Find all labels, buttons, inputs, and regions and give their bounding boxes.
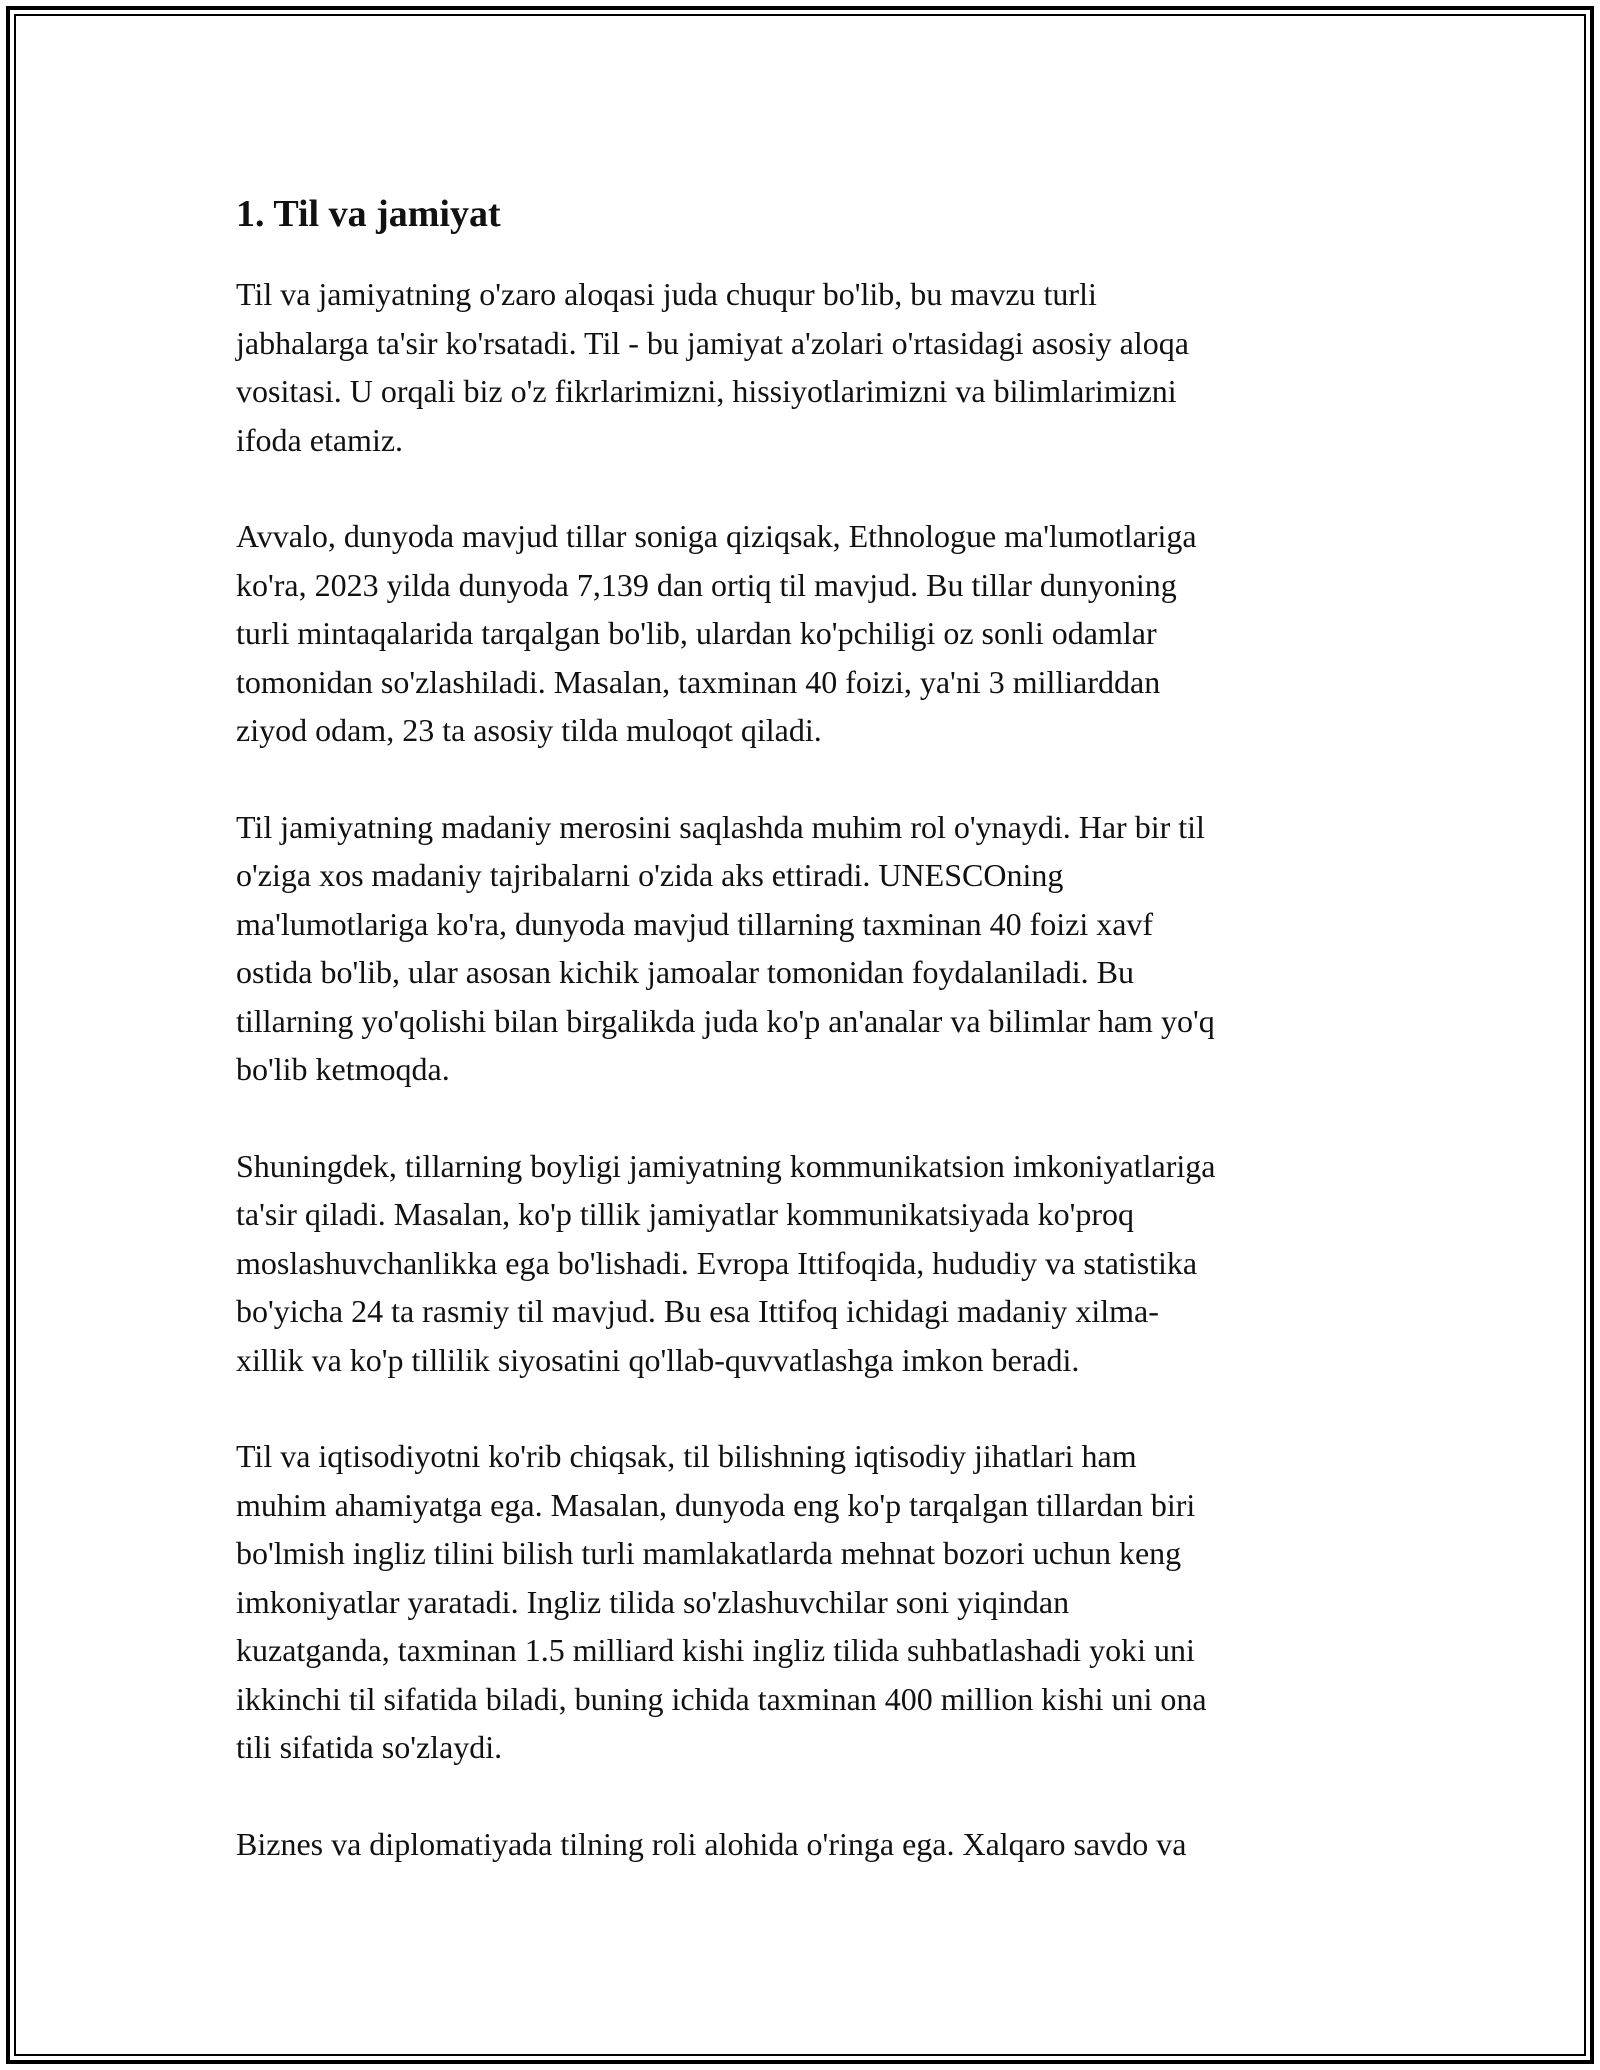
paragraph-line: Avvalo, dunyoda mavjud tillar soniga qiziqsak, Ethnologue ma'lumotlariga	[236, 518, 1197, 554]
section-heading: 1. Til va jamiyat	[236, 193, 501, 235]
paragraph-list	[236, 270, 1366, 1868]
paragraph-line: Til va iqtisodiyotni ko'rib chiqsak, til bilishning iqtisodiy jihatlari ham	[236, 1438, 1137, 1474]
paragraph-line: xillik va ko'p tillilik siyosatini qo'llab-quvvatlashga imkon beradi.	[236, 1341, 1080, 1378]
paragraph-line: muhim ahamiyatga ega. Masalan, dunyoda eng ko'p tarqalgan tillardan biri	[236, 1486, 1196, 1523]
paragraph-line: vositasi. U orqali biz o'z fikrlarimizni, hissiyotlarimizni va bilimlarimizni	[236, 373, 1177, 409]
paragraph-line: o'ziga xos madaniy tajribalarni o'zida aks ettiradi. UNESCOning	[236, 857, 1064, 893]
paragraph-line: moslashuvchanlikka ega bo'lishadi. Evropa Ittifoqida, hududiy va statistika	[236, 1244, 1198, 1281]
paragraph-line: ikkinchi til sifatida biladi, buning ichida taxminan 400 million kishi uni ona	[236, 1680, 1207, 1717]
paragraph-line: Shuningdek, tillarning boyligi jamiyatning kommunikatsion imkoniyatlariga	[236, 1147, 1216, 1184]
paragraph-line: ifoda etamiz.	[236, 421, 404, 458]
paragraph-line: tomonidan so'zlashiladi. Masalan, taxminan 40 foizi, ya'ni 3 milliarddan	[236, 663, 1161, 700]
paragraph-line: imkoniyatlar yaratadi. Ingliz tilida so'zlashuvchilar soni yiqindan	[236, 1583, 1070, 1620]
paragraph	[236, 512, 1366, 755]
paragraph	[236, 803, 1366, 1094]
paragraph-line: bo'yicha 24 ta rasmiy til mavjud. Bu esa Ittifoq ichidagi madaniy xilma-	[236, 1293, 1159, 1329]
paragraph-line: tili sifatida so'zlaydi.	[236, 1729, 503, 1765]
paragraph-line: bo'lmish ingliz tilini bilish turli mamlakatlarda mehnat bozori uchun keng	[236, 1535, 1182, 1571]
paragraph	[236, 1820, 1366, 1869]
paragraph-line: tillarning yo'qolishi bilan birgalikda juda ko'p an'analar va bilimlar ham yo'q	[236, 1002, 1215, 1039]
paragraph-line: kuzatganda, taxminan 1.5 milliard kishi ingliz tilida suhbatlashadi yoki uni	[236, 1632, 1195, 1668]
paragraph-line: ko'ra, 2023 yilda dunyoda 7,139 dan ortiq til mavjud. Bu tillar dunyoning	[236, 566, 1177, 603]
paragraph-line: jabhalarga ta'sir ko'rsatadi. Til - bu jamiyat a'zolari o'rtasidagi asosiy aloqa	[236, 324, 1189, 361]
paragraph-line: ostida bo'lib, ular asosan kichik jamoalar tomonidan foydalaniladi. Bu	[236, 954, 1135, 990]
paragraph-line: ziyod odam, 23 ta asosiy tilda muloqot qiladi.	[236, 712, 822, 748]
paragraph-line: ta'sir qiladi. Masalan, ko'p tillik jamiyatlar kommunikatsiyada ko'proq	[236, 1196, 1135, 1232]
paragraph	[236, 1432, 1366, 1772]
paragraph-line: bo'lib ketmoqda.	[236, 1051, 450, 1087]
paragraph-line: Biznes va diplomatiyada tilning roli alohida o'ringa ega. Xalqaro savdo va	[236, 1825, 1187, 1862]
paragraph-line: turli mintaqalarida tarqalgan bo'lib, ulardan ko'pchiligi oz sonli odamlar	[236, 615, 1157, 651]
paragraph-line: Til va jamiyatning o'zaro aloqasi juda chuqur bo'lib, bu mavzu turli	[236, 276, 1097, 312]
paragraph-line: Til jamiyatning madaniy merosini saqlashda muhim rol o'ynaydi. Har bir til	[236, 808, 1205, 845]
document-body	[236, 186, 1366, 1916]
paragraph	[236, 1142, 1366, 1385]
paragraph	[236, 270, 1366, 464]
paragraph-line: ma'lumotlariga ko'ra, dunyoda mavjud tillarning taxminan 40 foizi xavf	[236, 905, 1154, 942]
